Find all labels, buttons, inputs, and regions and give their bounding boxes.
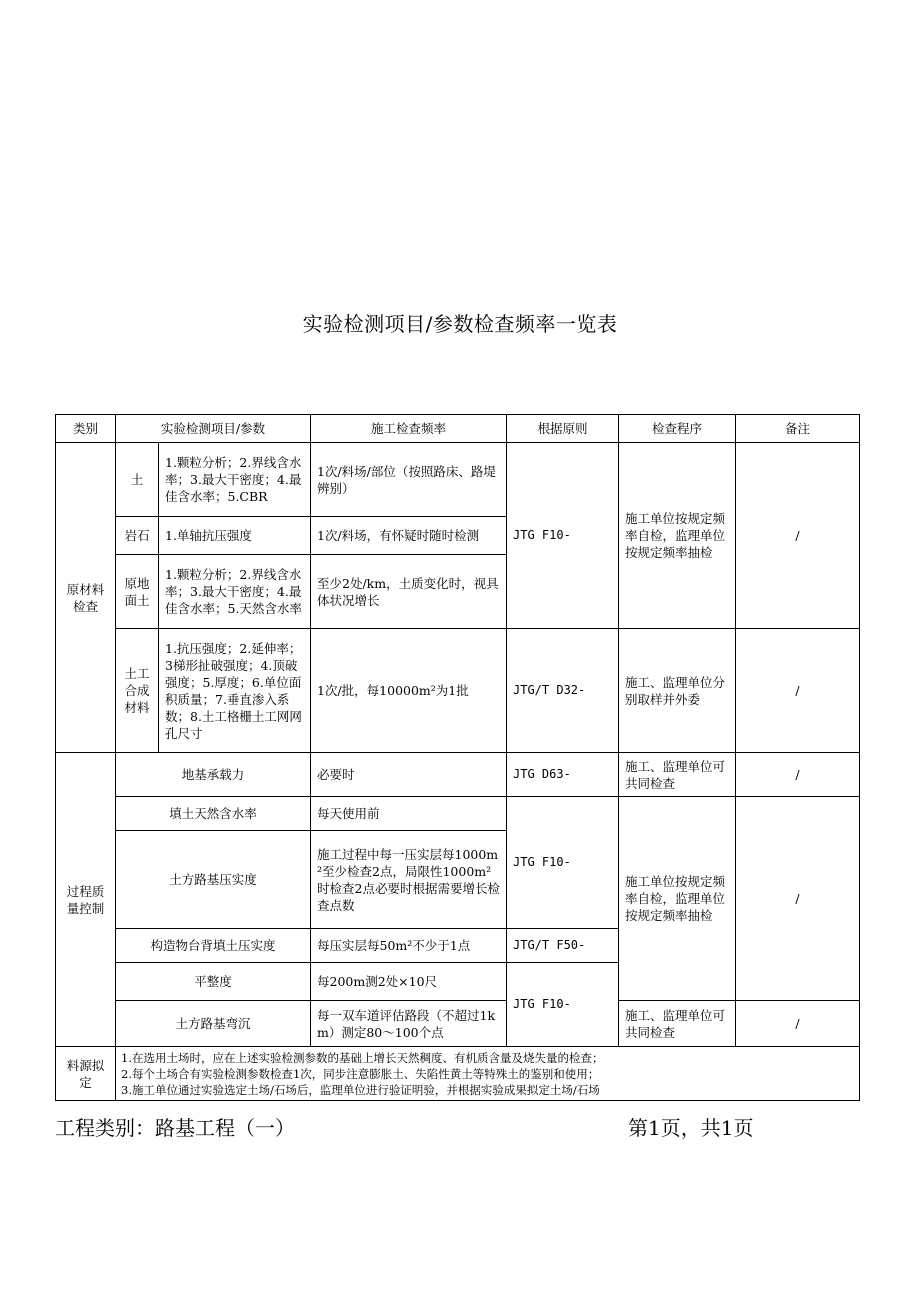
category-notes: 料源拟定: [56, 1047, 116, 1101]
remark-deflection: /: [736, 1001, 860, 1047]
table-row: [56, 797, 860, 831]
table-row: [56, 753, 860, 797]
header-basis: 根据原则: [507, 415, 619, 443]
table-header-row: [56, 415, 860, 443]
procedure-deflection: 施工、监理单位可共同检查: [619, 1001, 736, 1047]
item-rock: 岩石: [116, 517, 159, 555]
inspection-table: [55, 414, 860, 1101]
project-type: 工程类别：路基工程（一）: [55, 1116, 295, 1140]
params-ground-soil: 1.颗粒分析；2.界线含水率；3.最大干密度；4.最佳含水率；5.天然含水率: [159, 555, 311, 629]
page-number: 第1页，共1页: [628, 1116, 754, 1140]
frequency-ground-soil: 至少2处/km，土质变化时，视具体状况增长: [311, 555, 507, 629]
header-frequency: 施工检查频率: [311, 415, 507, 443]
item-flatness: 平整度: [116, 963, 311, 1001]
basis-backfill: JTG/T F50-: [507, 929, 619, 963]
frequency-geosynthetics: 1次/批，每10000m²为1批: [311, 629, 507, 753]
remark-process-b: /: [736, 797, 860, 1001]
table-row: [56, 443, 860, 517]
item-backfill: 构造物台背填土压实度: [116, 929, 311, 963]
header-remark: 备注: [736, 415, 860, 443]
frequency-compaction: 施工过程中每一压实层每1000m²至少检查2点，局限性1000m²时检查2点必要时根据需要增长检查点数: [311, 831, 507, 929]
frequency-rock: 1次/料场，有怀疑时随时检测: [311, 517, 507, 555]
header-procedure: 检查程序: [619, 415, 736, 443]
category-raw-materials: 原材料检查: [56, 443, 116, 753]
note-line: 1.在选用土场时，应在上述实验检测参数的基础上增长天然稠度、有机质含量及烧失量的检查；: [121, 1050, 604, 1065]
header-category: 类别: [56, 415, 116, 443]
frequency-soil: 1次/料场/部位（按照路床、路堤辨别）: [311, 443, 507, 517]
frequency-moisture: 每天使用前: [311, 797, 507, 831]
item-soil: 土: [116, 443, 159, 517]
page-title: 实验检测项目/参数检查频率一览表: [302, 312, 618, 336]
category-process: 过程质量控制: [56, 753, 116, 1047]
table-row: [56, 629, 860, 753]
params-geosynthetics: 1.抗压强度；2.延伸率；3梯形扯破强度；4.顶破强度；5.厚度；6.单位面积质量；7.垂直渗入系数；8.土工格栅土工网网孔尺寸: [159, 629, 311, 753]
header-item: 实验检测项目/参数: [116, 415, 311, 443]
item-bearing: 地基承载力: [116, 753, 311, 797]
table-row: [56, 1001, 860, 1047]
frequency-bearing: 必要时: [311, 753, 507, 797]
remark-raw-a: /: [736, 443, 860, 629]
item-deflection: 土方路基弯沉: [116, 1001, 311, 1047]
item-ground-soil: 原地面土: [116, 555, 159, 629]
item-geosynthetics: 土工合成材料: [116, 629, 159, 753]
table-row: [56, 1047, 860, 1101]
note-line: 2.每个土场合有实验检测参数检查1次，同步注意膨胀土、失陷性黄土等特殊土的鉴别和使用；: [121, 1066, 600, 1081]
remark-geosynthetics: /: [736, 629, 860, 753]
note-line: 3.施工单位通过实验选定土场/石场后，监理单位进行验证明验，并根据实验成果拟定土场/石场: [121, 1082, 600, 1097]
procedure-process-b: 施工单位按规定频率自检，监理单位按规定频率抽检: [619, 797, 736, 1001]
procedure-geosynthetics: 施工、监理单位分别取样并外委: [619, 629, 736, 753]
item-compaction: 土方路基压实度: [116, 831, 311, 929]
basis-raw-a: JTG F10-: [507, 443, 619, 629]
params-soil: 1.颗粒分析；2.界线含水率；3.最大干密度；4.最佳含水率；5.CBR: [159, 443, 311, 517]
remark-bearing: /: [736, 753, 860, 797]
notes-cell: [116, 1047, 860, 1101]
basis-process-c: JTG F10-: [507, 963, 619, 1047]
procedure-bearing: 施工、监理单位可共同检查: [619, 753, 736, 797]
basis-geosynthetics: JTG/T D32-: [507, 629, 619, 753]
frequency-flatness: 每200m测2处×10尺: [311, 963, 507, 1001]
item-moisture: 填土天然含水率: [116, 797, 311, 831]
procedure-raw-a: 施工单位按规定频率自检，监理单位按规定频率抽检: [619, 443, 736, 629]
basis-bearing: JTG D63-: [507, 753, 619, 797]
params-rock: 1.单轴抗压强度: [159, 517, 311, 555]
frequency-deflection: 每一双车道评估路段（不超过1km）测定80～100个点: [311, 1001, 507, 1047]
basis-process-b: JTG F10-: [507, 797, 619, 929]
frequency-backfill: 每压实层每50m²不少于1点: [311, 929, 507, 963]
